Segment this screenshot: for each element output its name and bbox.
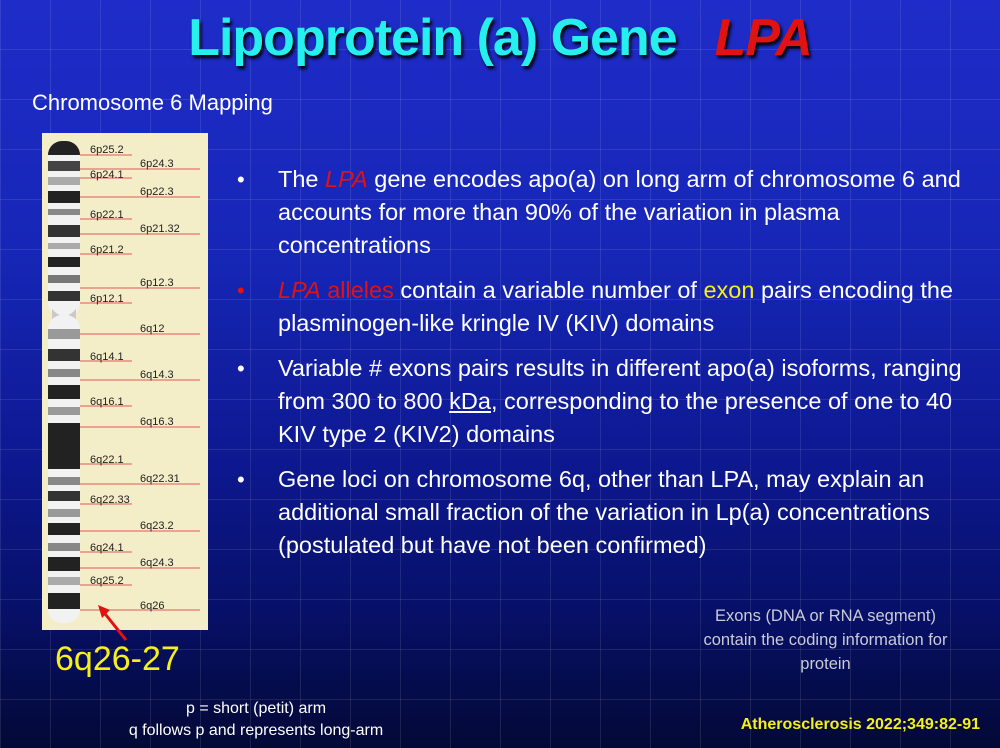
locus-label: 6q26-27 bbox=[55, 640, 180, 678]
bullet-3: • Variable # exons pairs results in different apo(a) isoforms, ranging from 300 to 800 kDa, corresponding to the presence of one to 40 KIV type 2 (KIV2) domains bbox=[235, 352, 975, 451]
band-label-r3: 6p12.3 bbox=[140, 277, 174, 289]
bullet-dot: • bbox=[237, 356, 245, 381]
reference-citation: Atherosclerosis 2022;349:82-91 bbox=[740, 716, 980, 733]
band-label-l2: 6p22.1 bbox=[90, 209, 124, 221]
subtitle: Chromosome 6 Mapping bbox=[32, 90, 273, 115]
band-label-r10: 6q26 bbox=[140, 600, 165, 612]
band-label-r6: 6q16.3 bbox=[140, 416, 174, 428]
bullet-2: • LPA alleles contain a variable number of exon pairs encoding the plasminogen-like kringle IV (KIV) domains bbox=[235, 274, 975, 340]
lpa-gene-term: LPA bbox=[278, 277, 321, 303]
band-label-r4: 6q12 bbox=[140, 323, 165, 335]
footnote-line-1: p = short (petit) arm bbox=[185, 700, 327, 717]
exon-term: exon bbox=[703, 277, 755, 303]
bullet-list bbox=[235, 163, 975, 574]
band-label-l3: 6p21.2 bbox=[90, 244, 124, 256]
band-label-l8: 6q22.33 bbox=[90, 494, 130, 506]
band-label-r9: 6q24.3 bbox=[140, 557, 174, 569]
bullet-1: • The LPA gene encodes apo(a) on long arm of chromosome 6 and accounts for more than 90% of the variation in plasma concentrations bbox=[235, 163, 975, 262]
band-label-l1: 6p24.1 bbox=[90, 169, 124, 181]
band-label-r7: 6q22.31 bbox=[140, 473, 180, 485]
exon-note: Exons (DNA or RNA segment) contain the coding information for protein bbox=[703, 607, 948, 673]
title-gene: LPA bbox=[714, 9, 812, 67]
bullet-dot: • bbox=[237, 467, 245, 492]
locus-arrow-icon bbox=[96, 604, 130, 644]
chromosome-ideogram bbox=[42, 133, 208, 630]
band-label-r2: 6p21.32 bbox=[140, 223, 180, 235]
bullet-dot: • bbox=[237, 278, 245, 303]
footnote bbox=[96, 698, 416, 742]
band-label-l7: 6q22.1 bbox=[90, 454, 124, 466]
footnote-line-2: q follows p and represents long-arm bbox=[128, 722, 384, 739]
band-label-l10: 6q25.2 bbox=[90, 575, 124, 587]
slide-title bbox=[0, 8, 1000, 68]
band-label-r5: 6q14.3 bbox=[140, 369, 174, 381]
title-text: Lipoprotein (a) Gene bbox=[188, 9, 677, 67]
band-label-r8: 6q23.2 bbox=[140, 520, 174, 532]
kda-term: kDa bbox=[449, 388, 491, 414]
band-label-l9: 6q24.1 bbox=[90, 542, 124, 554]
band-label-r1: 6p22.3 bbox=[140, 186, 174, 198]
band-label-l0: 6p25.2 bbox=[90, 144, 124, 156]
lpa-gene-term: LPA bbox=[325, 166, 368, 192]
bullet-4: • Gene loci on chromosome 6q, other than LPA, may explain an additional small fraction of the variation in Lp(a) concentrations (postulated but have not been confirmed) bbox=[235, 463, 975, 562]
band-label-l5: 6q14.1 bbox=[90, 351, 124, 363]
band-label-l6: 6q16.1 bbox=[90, 396, 124, 408]
bullet-dot: • bbox=[237, 167, 245, 192]
band-label-l4: 6p12.1 bbox=[90, 293, 124, 305]
band-label-r0: 6p24.3 bbox=[140, 158, 174, 170]
